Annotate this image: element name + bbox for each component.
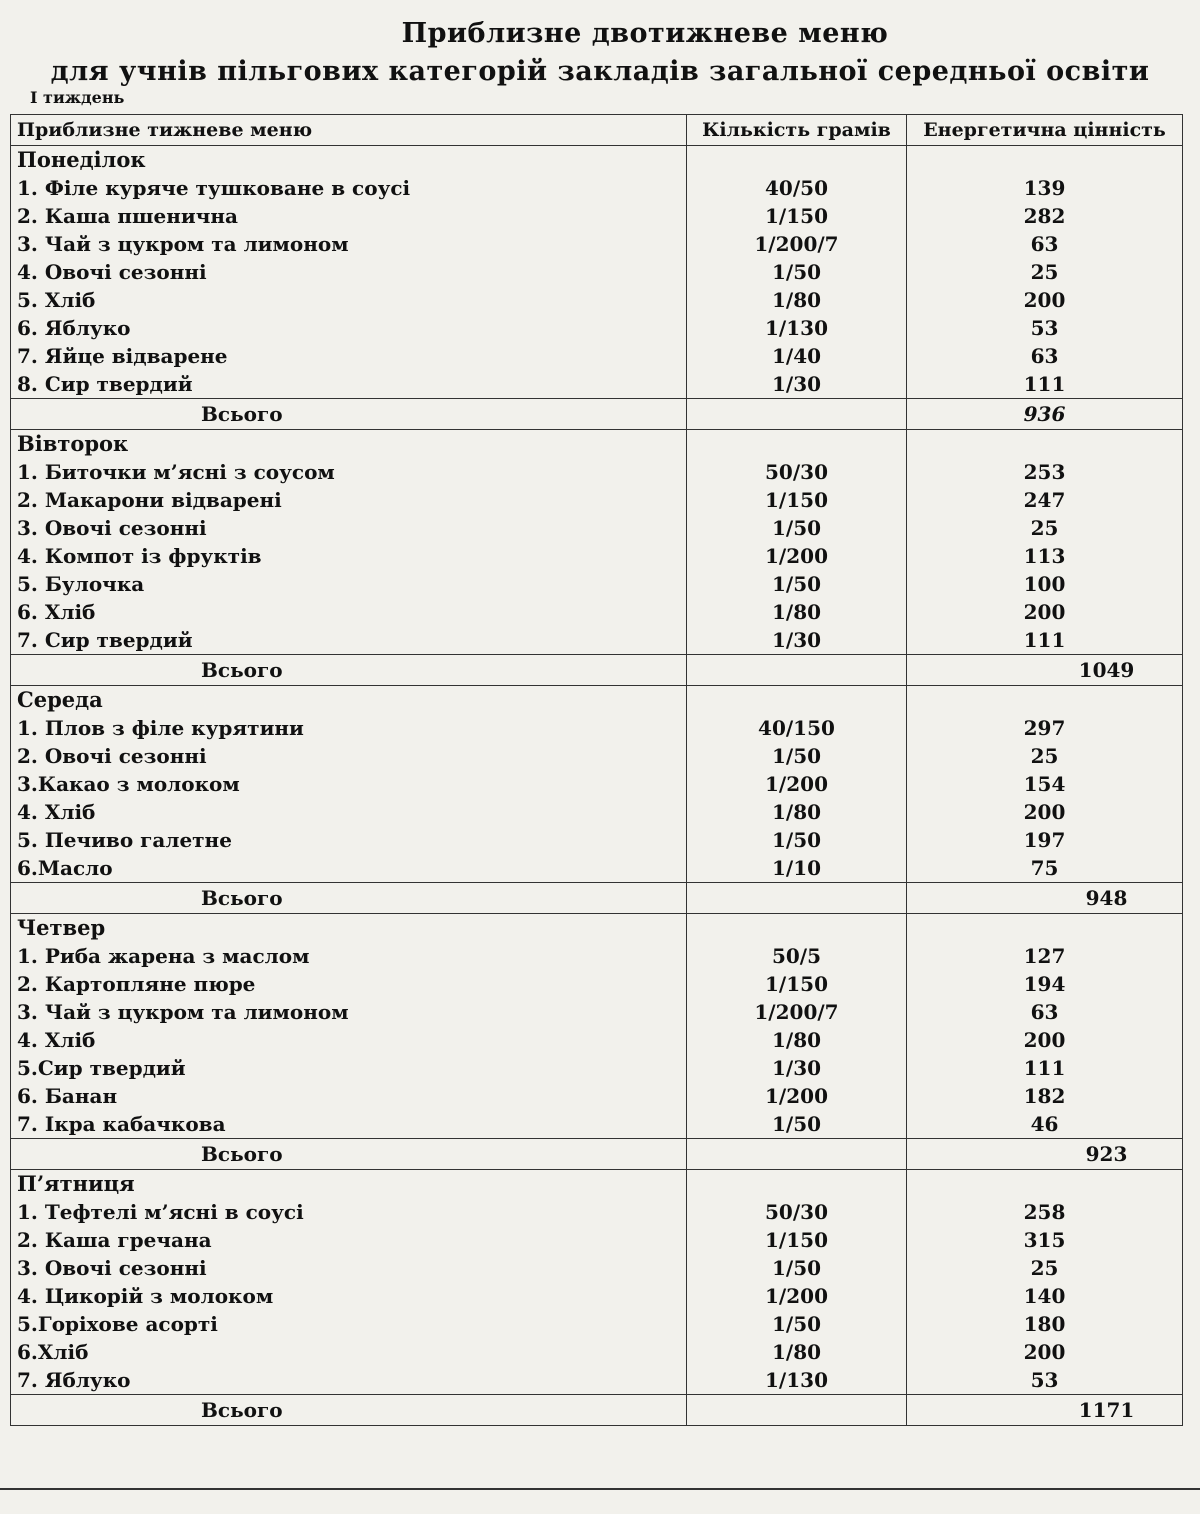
- dish-grams: 1/150: [687, 202, 907, 230]
- dish-name: 6. Банан: [11, 1082, 687, 1110]
- dish-energy: 247: [907, 486, 1183, 514]
- dish-name: 5.Горіхове асорті: [11, 1310, 687, 1338]
- dish-grams: 1/130: [687, 314, 907, 342]
- dish-energy: 25: [907, 742, 1183, 770]
- dish-energy: 139: [907, 174, 1183, 202]
- dish-grams: 1/80: [687, 798, 907, 826]
- empty-cell: [687, 655, 907, 686]
- column-header-menu: Приблизне тижневе меню: [11, 115, 687, 146]
- table-row: [11, 258, 1183, 286]
- table-row: [11, 742, 1183, 770]
- dish-energy: 197: [907, 826, 1183, 854]
- dish-energy: 25: [907, 1254, 1183, 1282]
- dish-energy: 111: [907, 370, 1183, 399]
- dish-energy: 282: [907, 202, 1183, 230]
- table-header-row: [11, 115, 1183, 146]
- empty-cell: [907, 686, 1183, 715]
- dish-energy: 180: [907, 1310, 1183, 1338]
- dish-name: 8. Сир твердий: [11, 370, 687, 399]
- dish-energy: 258: [907, 1198, 1183, 1226]
- dish-name: 3. Чай з цукром та лимоном: [11, 230, 687, 258]
- empty-cell: [907, 1170, 1183, 1199]
- dish-name: 3. Овочі сезонні: [11, 1254, 687, 1282]
- dish-grams: 1/30: [687, 626, 907, 655]
- dish-grams: 1/50: [687, 1310, 907, 1338]
- dish-name: 7. Сир твердий: [11, 626, 687, 655]
- dish-name: 5. Печиво галетне: [11, 826, 687, 854]
- dish-grams: 1/200: [687, 542, 907, 570]
- table-row: [11, 342, 1183, 370]
- dish-energy: 53: [907, 314, 1183, 342]
- dish-name: 4. Овочі сезонні: [11, 258, 687, 286]
- total-row: [11, 399, 1183, 430]
- day-name: Четвер: [11, 914, 687, 943]
- table-row: [11, 998, 1183, 1026]
- dish-name: 6.Хліб: [11, 1338, 687, 1366]
- empty-cell: [687, 1170, 907, 1199]
- table-row: [11, 942, 1183, 970]
- total-energy: 1171: [907, 1395, 1183, 1426]
- total-row: [11, 883, 1183, 914]
- dish-name: 2. Картопляне пюре: [11, 970, 687, 998]
- dish-grams: 1/50: [687, 570, 907, 598]
- dish-energy: 315: [907, 1226, 1183, 1254]
- document-subtitle: для учнів пільгових категорій закладів загальної середньої освіти: [50, 56, 1150, 87]
- dish-name: 1. Риба жарена з маслом: [11, 942, 687, 970]
- dish-energy: 200: [907, 286, 1183, 314]
- dish-energy: 194: [907, 970, 1183, 998]
- table-row: [11, 1310, 1183, 1338]
- table-row: [11, 1110, 1183, 1139]
- empty-cell: [687, 1395, 907, 1426]
- dish-grams: 1/40: [687, 342, 907, 370]
- dish-name: 6. Хліб: [11, 598, 687, 626]
- dish-energy: 63: [907, 342, 1183, 370]
- dish-grams: 1/150: [687, 486, 907, 514]
- total-energy: 948: [907, 883, 1183, 914]
- dish-energy: 53: [907, 1366, 1183, 1395]
- dish-grams: 1/50: [687, 1110, 907, 1139]
- table-row: [11, 1366, 1183, 1395]
- day-name: Середа: [11, 686, 687, 715]
- dish-name: 4. Цикорій з молоком: [11, 1282, 687, 1310]
- table-row: [11, 174, 1183, 202]
- day-name: Вівторок: [11, 430, 687, 459]
- dish-energy: 113: [907, 542, 1183, 570]
- empty-cell: [907, 146, 1183, 175]
- dish-grams: 1/80: [687, 1026, 907, 1054]
- empty-cell: [687, 146, 907, 175]
- day-row: [11, 686, 1183, 715]
- day-name: П’ятниця: [11, 1170, 687, 1199]
- dish-grams: 1/80: [687, 286, 907, 314]
- empty-cell: [687, 399, 907, 430]
- document-title: Приблизне двотижневе меню: [401, 18, 889, 49]
- empty-cell: [907, 430, 1183, 459]
- dish-grams: 50/30: [687, 1198, 907, 1226]
- dish-grams: 1/130: [687, 1366, 907, 1395]
- dish-name: 4. Хліб: [11, 1026, 687, 1054]
- empty-cell: [907, 914, 1183, 943]
- dish-grams: 1/50: [687, 826, 907, 854]
- table-row: [11, 714, 1183, 742]
- dish-energy: 200: [907, 598, 1183, 626]
- dish-grams: 1/80: [687, 598, 907, 626]
- dish-energy: 100: [907, 570, 1183, 598]
- total-label: Всього: [11, 1395, 687, 1426]
- table-row: [11, 1198, 1183, 1226]
- total-row: [11, 655, 1183, 686]
- dish-energy: 297: [907, 714, 1183, 742]
- dish-energy: 111: [907, 1054, 1183, 1082]
- dish-grams: 1/50: [687, 1254, 907, 1282]
- table-row: [11, 1338, 1183, 1366]
- table-row: [11, 1254, 1183, 1282]
- table-row: [11, 286, 1183, 314]
- table-row: [11, 514, 1183, 542]
- bottom-rule: [0, 1488, 1200, 1490]
- dish-name: 4. Компот із фруктів: [11, 542, 687, 570]
- dish-name: 7. Яблуко: [11, 1366, 687, 1395]
- total-label: Всього: [11, 655, 687, 686]
- empty-cell: [687, 883, 907, 914]
- total-energy: 936: [907, 399, 1183, 430]
- dish-grams: 1/150: [687, 970, 907, 998]
- total-energy: 1049: [907, 655, 1183, 686]
- table-row: [11, 1282, 1183, 1310]
- dish-energy: 46: [907, 1110, 1183, 1139]
- dish-name: 6.Масло: [11, 854, 687, 883]
- dish-energy: 200: [907, 798, 1183, 826]
- table-row: [11, 626, 1183, 655]
- dish-name: 5. Хліб: [11, 286, 687, 314]
- table-row: [11, 798, 1183, 826]
- table-row: [11, 598, 1183, 626]
- dish-name: 1. Биточки м’ясні з соусом: [11, 458, 687, 486]
- dish-name: 1. Тефтелі м’ясні в соусі: [11, 1198, 687, 1226]
- dish-name: 5.Сир твердий: [11, 1054, 687, 1082]
- dish-energy: 200: [907, 1338, 1183, 1366]
- dish-energy: 253: [907, 458, 1183, 486]
- dish-name: 2. Макарони відварені: [11, 486, 687, 514]
- dish-name: 2. Овочі сезонні: [11, 742, 687, 770]
- menu-body: [11, 146, 1183, 1426]
- table-row: [11, 458, 1183, 486]
- table-row: [11, 770, 1183, 798]
- dish-grams: 50/30: [687, 458, 907, 486]
- table-row: [11, 542, 1183, 570]
- dish-grams: 1/50: [687, 514, 907, 542]
- table-row: [11, 970, 1183, 998]
- day-row: [11, 1170, 1183, 1199]
- dish-name: 2. Каша пшенична: [11, 202, 687, 230]
- dish-energy: 140: [907, 1282, 1183, 1310]
- total-label: Всього: [11, 1139, 687, 1170]
- table-row: [11, 370, 1183, 399]
- dish-grams: 1/200: [687, 1282, 907, 1310]
- table-row: [11, 570, 1183, 598]
- dish-energy: 111: [907, 626, 1183, 655]
- empty-cell: [687, 914, 907, 943]
- dish-name: 3. Чай з цукром та лимоном: [11, 998, 687, 1026]
- dish-name: 1. Філе куряче тушковане в соусі: [11, 174, 687, 202]
- table-row: [11, 854, 1183, 883]
- total-row: [11, 1395, 1183, 1426]
- column-header-grams: Кількість грамів: [687, 115, 907, 146]
- table-row: [11, 1226, 1183, 1254]
- total-label: Всього: [11, 883, 687, 914]
- dish-grams: 1/200: [687, 770, 907, 798]
- dish-energy: 63: [907, 230, 1183, 258]
- dish-energy: 154: [907, 770, 1183, 798]
- table-row: [11, 202, 1183, 230]
- dish-grams: 1/200: [687, 1082, 907, 1110]
- table-row: [11, 826, 1183, 854]
- dish-grams: 1/30: [687, 370, 907, 399]
- dish-name: 4. Хліб: [11, 798, 687, 826]
- dish-grams: 1/150: [687, 1226, 907, 1254]
- total-row: [11, 1139, 1183, 1170]
- dish-name: 3.Какао з молоком: [11, 770, 687, 798]
- dish-grams: 1/10: [687, 854, 907, 883]
- dish-energy: 75: [907, 854, 1183, 883]
- table-row: [11, 1082, 1183, 1110]
- dish-grams: 1/50: [687, 742, 907, 770]
- dish-grams: 1/200/7: [687, 230, 907, 258]
- table-row: [11, 486, 1183, 514]
- dish-name: 5. Булочка: [11, 570, 687, 598]
- dish-name: 3. Овочі сезонні: [11, 514, 687, 542]
- column-header-energy: Енергетична цінність: [907, 115, 1183, 146]
- empty-cell: [687, 1139, 907, 1170]
- table-row: [11, 230, 1183, 258]
- dish-name: 6. Яблуко: [11, 314, 687, 342]
- empty-cell: [687, 686, 907, 715]
- table-row: [11, 314, 1183, 342]
- dish-energy: 200: [907, 1026, 1183, 1054]
- dish-grams: 50/5: [687, 942, 907, 970]
- table-row: [11, 1054, 1183, 1082]
- dish-grams: 1/30: [687, 1054, 907, 1082]
- week-label: І тиждень: [30, 88, 125, 107]
- dish-name: 7. Яйце відварене: [11, 342, 687, 370]
- dish-energy: 182: [907, 1082, 1183, 1110]
- dish-grams: 1/50: [687, 258, 907, 286]
- day-name: Понеділок: [11, 146, 687, 175]
- dish-grams: 1/200/7: [687, 998, 907, 1026]
- total-energy: 923: [907, 1139, 1183, 1170]
- total-label: Всього: [11, 399, 687, 430]
- day-row: [11, 914, 1183, 943]
- table-row: [11, 1026, 1183, 1054]
- dish-energy: 25: [907, 514, 1183, 542]
- dish-grams: 40/150: [687, 714, 907, 742]
- dish-grams: 1/80: [687, 1338, 907, 1366]
- dish-energy: 127: [907, 942, 1183, 970]
- empty-cell: [687, 430, 907, 459]
- dish-name: 1. Плов з філе курятини: [11, 714, 687, 742]
- dish-energy: 25: [907, 258, 1183, 286]
- weekly-menu-table: [10, 114, 1183, 1426]
- day-row: [11, 146, 1183, 175]
- dish-name: 7. Ікра кабачкова: [11, 1110, 687, 1139]
- day-row: [11, 430, 1183, 459]
- dish-energy: 63: [907, 998, 1183, 1026]
- dish-grams: 40/50: [687, 174, 907, 202]
- dish-name: 2. Каша гречана: [11, 1226, 687, 1254]
